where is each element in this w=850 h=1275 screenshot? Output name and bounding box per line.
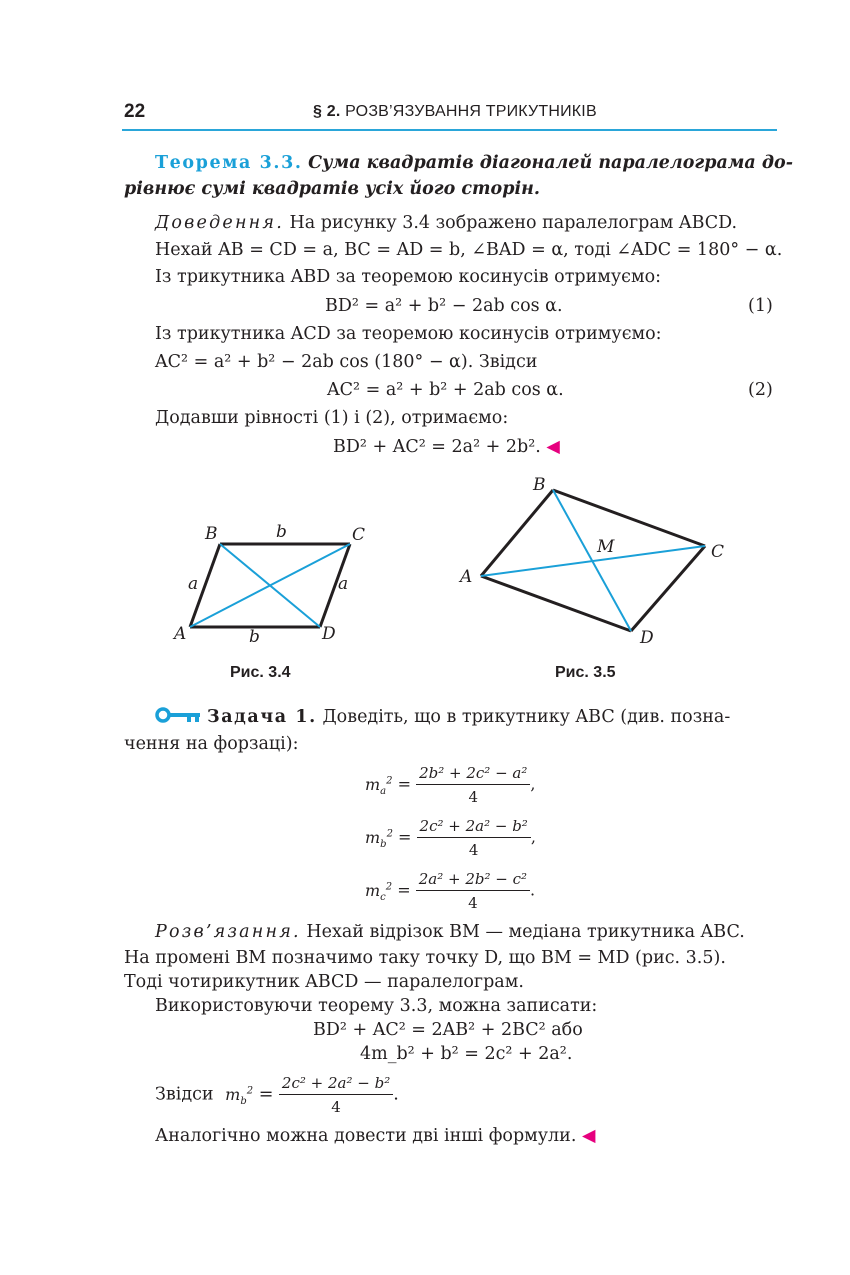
fig35-side-bc — [553, 490, 705, 546]
equation-number-1: (1) — [748, 296, 773, 316]
theorem-text-2: рівнює сумі квадратів усіх його сторін. — [124, 179, 540, 199]
fig34-diagonal-bd — [220, 544, 320, 627]
figure-3-4-caption: Рис. 3.4 — [230, 664, 291, 681]
fig35-side-da — [481, 576, 631, 631]
key-icon — [155, 706, 201, 724]
proof-equation-2: AC² = a² + b² + 2ab cos α. — [327, 380, 564, 400]
formula-c-tail: . — [530, 880, 536, 900]
fig34-side-right-label: a — [338, 574, 349, 594]
formula-c-sub: c — [380, 891, 386, 903]
proof-line-2: Нехай AB = CD = a, BC = AD = b, ∠BAD = α, тоді ∠ADC = 180° − α. — [155, 240, 783, 260]
equation-number-2: (2) — [748, 380, 773, 400]
solution-final-numerator: 2c² + 2a² − b² — [279, 1074, 393, 1095]
solution-line-4: Використовуючи теорему 3.3, можна записати: — [155, 996, 598, 1016]
section-mark: § 2. — [313, 103, 341, 120]
fig35-side-ab — [481, 490, 553, 576]
solution-last-line — [155, 1124, 595, 1148]
solution-whence: Звідси — [155, 1084, 214, 1105]
proof-equation-3 — [333, 435, 560, 459]
theorem-line-2 — [124, 177, 540, 201]
formula-median-b: $m_b^2$ = $\frac{\text{2c² + 2a² − b²}}{4}$ , — [365, 817, 536, 859]
fig35-label-b: B — [533, 475, 546, 495]
solution-line-1 — [155, 920, 745, 944]
solution-last-text: Аналогічно можна довести дві інші формули. — [155, 1126, 577, 1146]
header-rule — [122, 129, 777, 131]
theorem-text-1: Сума квадратів діагоналей паралелограма до- — [308, 153, 793, 173]
fig34-label-c: C — [352, 525, 366, 545]
solution-label: Розв’язання. — [155, 922, 301, 942]
formula-a-numerator: 2b² + 2c² − a² — [416, 764, 530, 785]
task-line-1 — [207, 705, 730, 729]
formula-b-denominator: 4 — [468, 841, 479, 859]
solution-end-mark: ◀ — [581, 1126, 596, 1146]
proof-end-mark: ◀ — [546, 437, 560, 457]
solution-line-3: Тоді чотирикутник ABCD — паралелограм. — [124, 972, 524, 992]
fig35-label-d: D — [640, 628, 654, 648]
formula-median-c: $m_c^2$ = $\frac{\text{2a² + 2b² − c²}}{4}$ . — [365, 870, 536, 912]
proof-line-3: Із трикутника ABD за теоремою косинусів отримуємо: — [155, 267, 662, 287]
task-label: Задача 1. — [207, 707, 317, 727]
proof-equation-1: BD² = a² + b² − 2ab cos α. — [325, 296, 563, 316]
page-number: 22 — [124, 101, 146, 122]
proof-line-5: AC² = a² + b² − 2ab cos (180° − α). Звідси — [155, 352, 538, 372]
task-line-2: чення на форзаці): — [124, 734, 299, 754]
formula-b-tail: , — [530, 827, 536, 847]
proof-label: Доведення. — [155, 213, 284, 233]
task-text-1: Доведіть, що в трикутнику ABC (див. позна- — [322, 707, 731, 727]
section-title: РОЗВ’ЯЗУВАННЯ ТРИКУТНИКІВ — [345, 103, 597, 120]
formula-a-tail: , — [530, 774, 536, 794]
solution-final-formula: Звідси $m_b^2$ = $\frac{\text{2c² + 2a² − b²}}{4}$ . — [155, 1074, 399, 1116]
fig34-label-b: B — [205, 524, 218, 544]
formula-b-numerator: 2c² + 2a² − b² — [417, 817, 531, 838]
figure-3-5-caption: Рис. 3.5 — [555, 664, 616, 681]
theorem-label: Теорема 3.3. — [155, 153, 303, 173]
solution-equation-1: BD² + AC² = 2AB² + 2BC² або — [313, 1020, 583, 1040]
fig34-side-left-label: a — [188, 574, 199, 594]
proof-line-6: Додавши рівності (1) і (2), отримаємо: — [155, 408, 509, 428]
fig35-side-cd — [631, 546, 705, 631]
fig34-label-d: D — [322, 624, 336, 644]
theorem-line-1 — [155, 151, 793, 175]
formula-c-numerator: 2a² + 2b² − c² — [416, 870, 530, 891]
proof-text-1: На рисунку 3.4 зображено паралелограм ABCD. — [289, 213, 738, 233]
figure-3-5 — [450, 470, 740, 655]
running-header — [313, 103, 597, 121]
proof-line-4: Із трикутника ACD за теоремою косинусів отримуємо: — [155, 324, 662, 344]
proof-line-1 — [155, 211, 737, 235]
fig35-label-c: C — [711, 542, 725, 562]
fig34-side-top-label: b — [276, 522, 287, 542]
formula-median-a: $m_a^2$ = $\frac{\text{2b² + 2c² − a²}}{4}$ , — [365, 764, 536, 806]
solution-text-1: Нехай відрізок BM — медіана трикутника ABC. — [306, 922, 745, 942]
fig35-diagonal-bd — [553, 490, 631, 631]
proof-equation-3-text: BD² + AC² = 2a² + 2b². — [333, 437, 541, 457]
formula-c-denominator: 4 — [468, 894, 478, 912]
formula-a-sub: a — [380, 785, 387, 797]
formula-a-denominator: 4 — [468, 788, 478, 806]
figure-3-4 — [150, 510, 390, 660]
fig35-label-m: M — [597, 537, 615, 557]
fig35-label-a: A — [460, 567, 473, 587]
solution-equation-2: 4m_b² + b² = 2c² + 2a². — [360, 1044, 573, 1064]
formula-b-sub: b — [380, 838, 387, 850]
fig34-side-bottom-label: b — [249, 627, 260, 647]
fig34-label-a: A — [174, 624, 187, 644]
solution-final-denominator: 4 — [331, 1098, 341, 1116]
solution-line-2: На промені BM позначимо таку точку D, що BM = MD (рис. 3.5). — [124, 948, 726, 968]
